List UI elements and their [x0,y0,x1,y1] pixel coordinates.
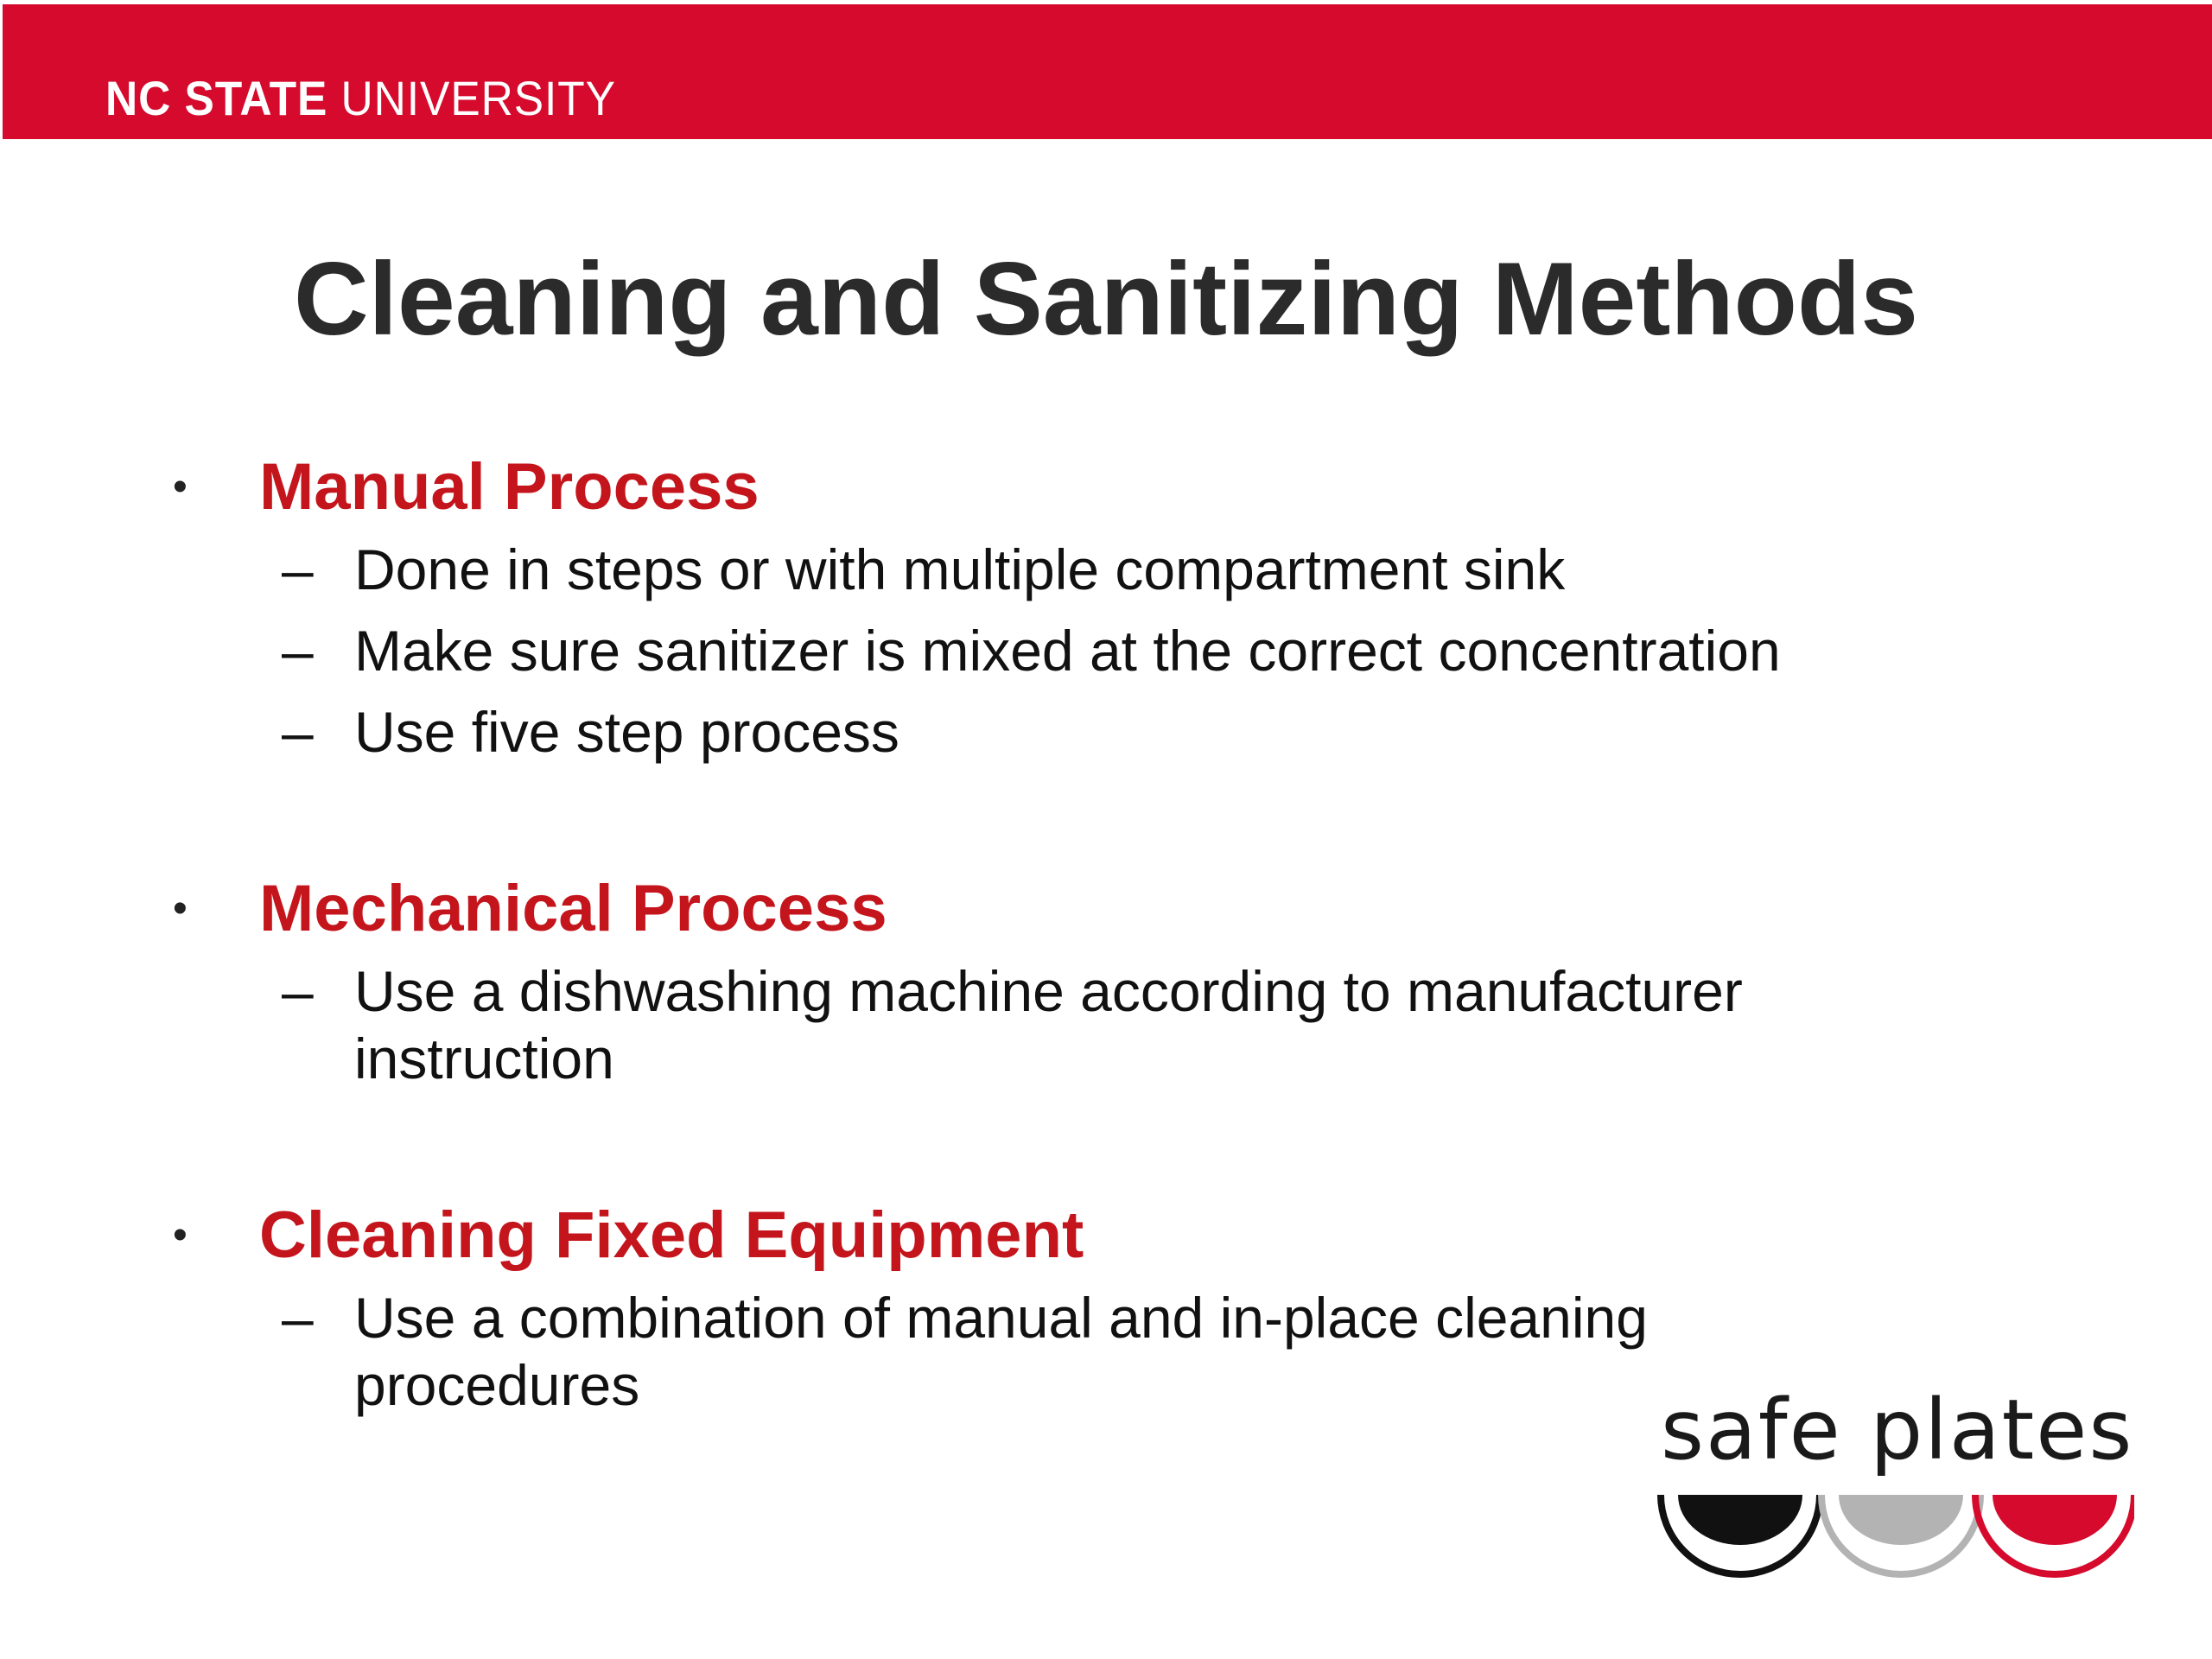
list-item [0,698,2212,766]
dash-icon: – [282,1286,314,1350]
brand-regular: UNIVERSITY [340,71,616,125]
section-heading: Mechanical Process [259,872,887,945]
bullet-heading-row [0,446,2212,529]
list-item [0,957,2212,1092]
bullet-icon: • [173,1212,188,1258]
list-item-text: Make sure sanitizer is mixed at the correct concentration [354,619,1781,683]
plate-fill-gray [1839,1495,1963,1545]
plate-fill-black [1678,1495,1802,1545]
logo-text: safe plates [1661,1382,2134,1478]
brand-bold: NC STATE [105,71,328,125]
plates-icon [1650,1382,2134,1581]
bullet-heading-row [0,868,2212,950]
list-item-text: Use a dishwashing machine according to manufacturer instruction [354,959,1743,1090]
list-item-text: Use five step process [354,700,899,764]
list-item [0,536,2212,603]
safe-plates-logo [1650,1382,2134,1581]
slide-title: Cleaning and Sanitizing Methods [293,241,1919,357]
list-item-text: Use a combination of manual and in-place cleaning procedures [354,1286,1648,1417]
university-wordmark [105,73,616,124]
dash-icon: – [282,619,314,683]
section-mechanical-process [0,868,2212,1106]
sub-list [0,957,2212,1092]
dash-icon: – [282,700,314,764]
bullet-icon: • [173,464,188,510]
section-heading: Manual Process [259,450,760,524]
dash-icon: – [282,959,314,1023]
dash-icon: – [282,537,314,601]
plate-fill-red [1993,1495,2117,1545]
list-item [0,617,2212,684]
section-heading: Cleaning Fixed Equipment [259,1198,1084,1272]
list-item-text: Done in steps or with multiple compartment sink [354,537,1566,601]
section-manual-process [0,446,2212,779]
bullet-icon: • [173,886,188,931]
bullet-heading-row [0,1194,2212,1277]
sub-list [0,536,2212,766]
